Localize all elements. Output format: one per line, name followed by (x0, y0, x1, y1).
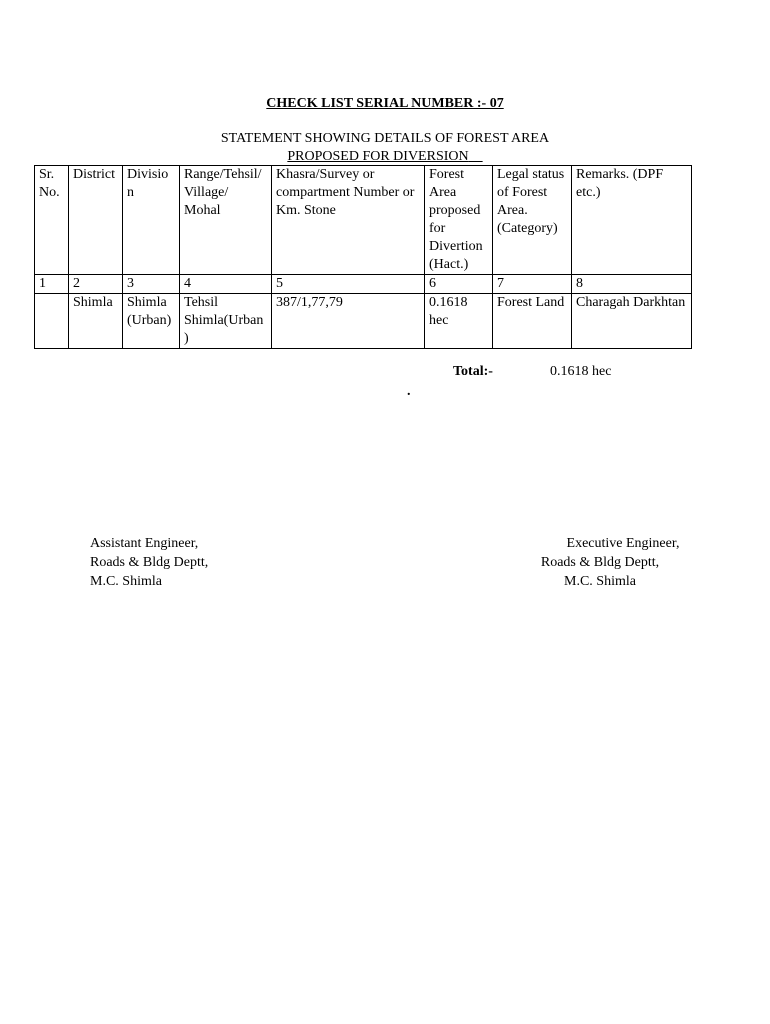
column-number-cell: 8 (572, 275, 692, 294)
header-cell-khasra: Khasra/Survey or compartment Number or Km. Stone (272, 166, 425, 275)
stray-mark: . (407, 384, 411, 399)
signature-block-right (520, 534, 680, 591)
cell-remarks: Charagah Darkhtan (572, 294, 692, 349)
statement-heading-line2-text: PROPOSED FOR DIVERSION (287, 149, 469, 164)
header-cell-legal-status: Legal status of Forest Area. (Category) (493, 166, 572, 275)
header-row (35, 166, 692, 275)
signature-right-office: M.C. Shimla (564, 574, 636, 589)
statement-heading-line1: STATEMENT SHOWING DETAILS OF FOREST AREA (220, 131, 550, 146)
cell-range: Tehsil Shimla(Urban) (180, 294, 272, 349)
signature-block-left (90, 534, 208, 591)
statement-heading-line2 (0, 148, 770, 165)
total-value: 0.1618 hec (550, 364, 612, 379)
signature-right-department: Roads & Bldg Deptt, (540, 555, 660, 570)
signature-left-designation: Assistant Engineer, (90, 536, 199, 551)
column-number-cell: 1 (35, 275, 69, 294)
column-number-cell: 3 (123, 275, 180, 294)
cell-legal-status: Forest Land (493, 294, 572, 349)
header-cell-division: Division (123, 166, 180, 275)
cell-sr-no (35, 294, 69, 349)
signature-right-designation: Executive Engineer, (566, 536, 680, 551)
header-cell-district: District (69, 166, 123, 275)
column-number-cell: 2 (69, 275, 123, 294)
cell-district: Shimla (69, 294, 123, 349)
cell-khasra: 387/1,77,79 (272, 294, 425, 349)
cell-forest-area: 0.1618 hec (425, 294, 493, 349)
signature-left-office: M.C. Shimla (90, 574, 162, 589)
column-number-cell: 4 (180, 275, 272, 294)
header-cell-remarks: Remarks. (DPF etc.) (572, 166, 692, 275)
column-number-cell: 6 (425, 275, 493, 294)
header-cell-range: Range/Tehsil/ Village/ Mohal (180, 166, 272, 275)
column-number-row (35, 275, 692, 294)
column-number-cell: 7 (493, 275, 572, 294)
signature-left-department: Roads & Bldg Deptt, (90, 555, 209, 570)
table-row (35, 294, 692, 349)
cell-division: Shimla (Urban) (123, 294, 180, 349)
column-number-cell: 5 (272, 275, 425, 294)
total-label: Total:- (453, 364, 493, 379)
document-title: CHECK LIST SERIAL NUMBER :- 07 (266, 96, 504, 111)
header-cell-sr-no: Sr. No. (35, 166, 69, 275)
forest-area-table (34, 165, 692, 349)
header-cell-forest-area: Forest Area proposed for Divertion (Hact.) (425, 166, 493, 275)
